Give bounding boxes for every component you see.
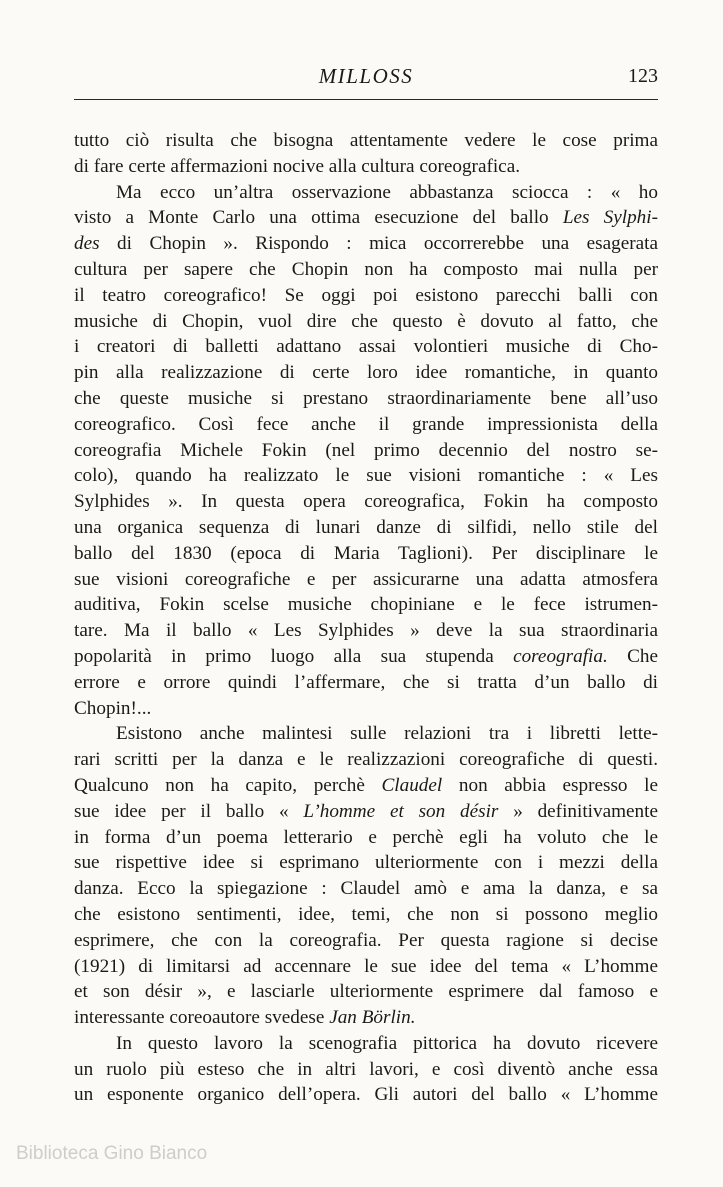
text-run: et son désir », e lasciarle ulteriormente esprimere dal famoso e <box>74 981 658 1003</box>
italic-text: L’homme et son désir <box>303 800 499 822</box>
page-header <box>74 64 658 96</box>
text-line <box>74 670 658 696</box>
text-line <box>74 799 658 825</box>
text-run: in forma d’un poema letterario e perchè egli ha voluto che le <box>74 826 658 848</box>
text-run: di Chopin ». Rispondo : mica occorrerebbe una esagerata <box>99 233 658 255</box>
text-run: coreografico. Così fece anche il grande impressionista della <box>74 413 658 435</box>
italic-text: Les Sylphi- <box>562 207 658 229</box>
text-run: Che <box>607 645 658 667</box>
text-line <box>74 644 658 670</box>
text-line <box>74 334 658 360</box>
text-line <box>74 747 658 773</box>
text-line <box>74 386 658 412</box>
text-line <box>74 850 658 876</box>
text-run: i creatori di balletti adattano assai volontieri musiche di Cho- <box>74 336 658 358</box>
text-line <box>74 489 658 515</box>
text-line <box>74 902 658 928</box>
text-line <box>74 231 658 257</box>
text-run: sue idee per il ballo « <box>74 800 304 822</box>
text-line <box>74 773 658 799</box>
text-run: cultura per sapere che Chopin non ha composto mai nulla per <box>74 258 658 280</box>
text-line <box>74 1031 658 1057</box>
text-line <box>74 309 658 335</box>
text-line <box>74 283 658 309</box>
text-line <box>74 463 658 489</box>
text-run: musiche di Chopin, vuol dire che questo è dovuto al fatto, che <box>74 310 658 332</box>
text-run: errore e orrore quindi l’affermare, che si tratta d’un ballo di <box>74 671 658 693</box>
text-run: pin alla realizzazione di certe loro idee romantiche, in quanto <box>74 362 658 384</box>
text-run: (1921) di limitarsi ad accennare le sue idee del tema « L’homme <box>74 955 658 977</box>
text-run: In questo lavoro la scenografia pittorica ha dovuto ricevere <box>116 1032 658 1054</box>
text-line <box>74 825 658 851</box>
text-run: una organica sequenza di lunari danze di silfidi, nello stile del <box>74 516 658 538</box>
italic-text: des <box>74 233 100 255</box>
italic-text: Claudel <box>381 774 443 796</box>
text-line <box>74 541 658 567</box>
text-run: auditiva, Fokin scelse musiche chopiniane e le fece istrumen- <box>74 594 658 616</box>
text-run: tare. Ma il ballo « Les Sylphides » deve la sua straordinaria <box>74 620 658 642</box>
text-run: Esistono anche malintesi sulle relazioni tra i libretti lette- <box>116 723 658 745</box>
body-text <box>74 128 658 1108</box>
text-line <box>74 721 658 747</box>
text-line <box>74 128 658 154</box>
text-run: interessante coreoautore svedese <box>74 1007 330 1029</box>
text-run: sue rispettive idee si esprimano ulteriormente con i mezzi della <box>74 852 658 874</box>
text-line <box>74 979 658 1005</box>
text-line <box>74 412 658 438</box>
text-line <box>74 592 658 618</box>
text-line <box>74 1082 658 1108</box>
text-line <box>74 567 658 593</box>
text-run: un esponente organico dell’opera. Gli autori del ballo « L’homme <box>74 1084 658 1106</box>
text-line <box>74 1005 658 1031</box>
italic-text: coreografia. <box>513 645 608 667</box>
text-run: popolarità in primo luogo alla sua stupenda <box>74 645 514 667</box>
text-line <box>74 696 658 722</box>
text-run: Chopin!... <box>74 697 152 719</box>
text-run: » definitivamente <box>498 800 658 822</box>
text-line <box>74 618 658 644</box>
text-run: non abbia espresso le <box>442 774 658 796</box>
text-line <box>74 438 658 464</box>
text-line <box>74 954 658 980</box>
library-watermark: Biblioteca Gino Bianco <box>16 1143 208 1164</box>
text-run: colo), quando ha realizzato le sue visioni romantiche : « Les <box>74 465 658 487</box>
text-line <box>74 205 658 231</box>
text-run: coreografia Michele Fokin (nel primo decennio del nostro se- <box>74 439 658 461</box>
text-run: il teatro coreografico! Se oggi poi esistono parecchi balli con <box>74 284 658 306</box>
page-number: 123 <box>628 65 658 87</box>
text-run: ballo del 1830 (epoca di Maria Taglioni). Per disciplinare le <box>74 542 658 564</box>
text-run: Sylphides ». In questa opera coreografica, Fokin ha composto <box>74 491 658 513</box>
italic-text: Jan Börlin. <box>329 1007 416 1029</box>
text-line <box>74 154 658 180</box>
text-run: danza. Ecco la spiegazione : Claudel amò e ama la danza, e sa <box>74 878 658 900</box>
text-run: Qualcuno non ha capito, perchè <box>74 774 382 796</box>
text-line <box>74 180 658 206</box>
text-run: esprimere, che con la coreografia. Per questa ragione si decise <box>74 929 658 951</box>
text-run: di fare certe affermazioni nocive alla cultura coreografica. <box>74 155 521 177</box>
text-run: rari scritti per la danza e le realizzazioni coreografiche di questi. <box>74 749 658 771</box>
text-run: visto a Monte Carlo una ottima esecuzione del ballo <box>74 207 563 229</box>
text-line <box>74 1057 658 1083</box>
text-line <box>74 257 658 283</box>
text-line <box>74 928 658 954</box>
text-line <box>74 876 658 902</box>
header-rule <box>74 99 658 100</box>
text-run: tutto ciò risulta che bisogna attentamente vedere le cose prima <box>74 130 658 151</box>
text-run: che queste musiche si prestano straordinariamente bene all’uso <box>74 387 658 409</box>
text-line <box>74 515 658 541</box>
text-run: sue visioni coreografiche e per assicurarne una adatta atmosfera <box>74 568 658 590</box>
running-title: MILLOSS <box>318 64 414 88</box>
text-run: Ma ecco un’altra osservazione abbastanza sciocca : « ho <box>116 181 658 203</box>
text-run: che esistono sentimenti, idee, temi, che non si possono meglio <box>74 903 658 925</box>
text-run: un ruolo più esteso che in altri lavori, e così diventò anche essa <box>74 1058 658 1080</box>
text-line <box>74 360 658 386</box>
